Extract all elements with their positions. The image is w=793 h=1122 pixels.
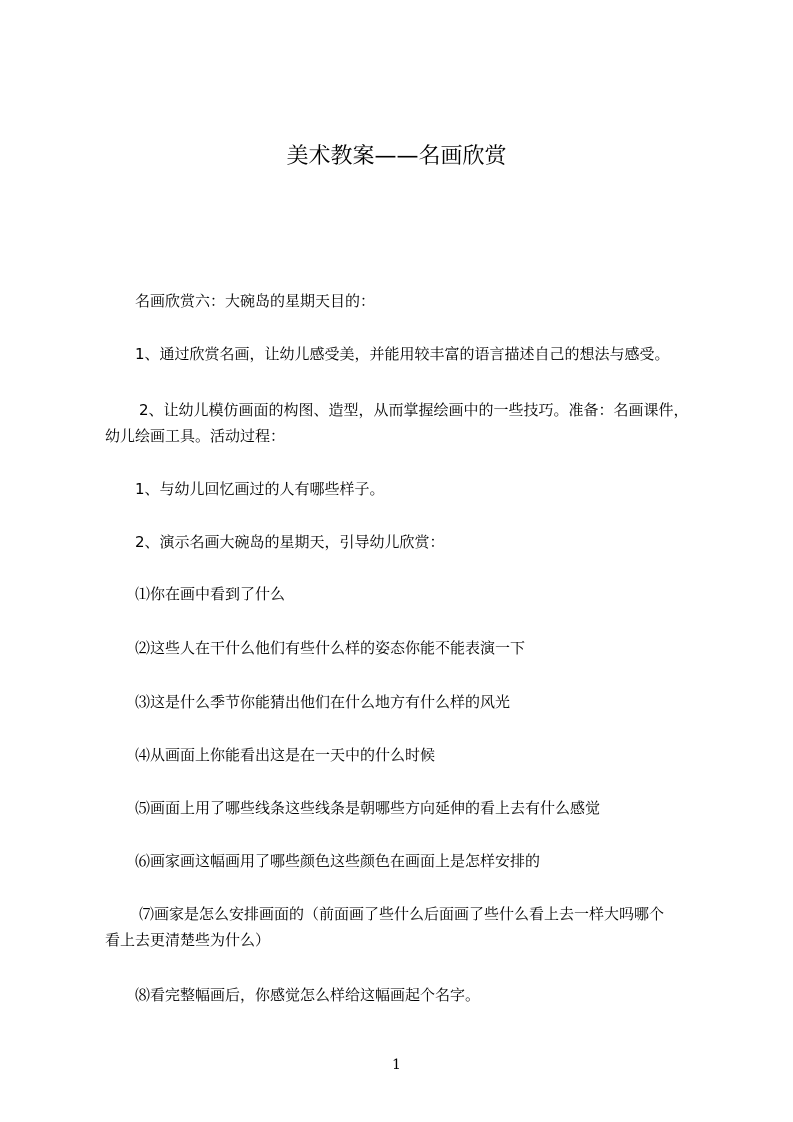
question-5 (105, 795, 725, 821)
question-text: ⑶这是什么季节你能猜出他们在什么地方有什么样的风光 (135, 693, 511, 711)
question-4 (105, 742, 725, 768)
question-text-line-1: ⑺画家是怎么安排画面的（前面画了些什么后面画了些什么看上去一样大吗哪个 (139, 905, 665, 923)
paragraph-text: 2、演示名画大碗岛的星期天，引导幼儿欣赏： (135, 533, 445, 551)
question-3 (105, 689, 725, 715)
question-text: ⑴你在画中看到了什么 (135, 585, 286, 603)
question-6 (105, 848, 725, 874)
paragraph-intro (105, 288, 725, 314)
paragraph-goal-1 (105, 341, 725, 367)
paragraph-text-line-2: 幼儿绘画工具。活动过程： (105, 427, 286, 445)
question-1 (105, 581, 725, 607)
paragraph-text: 1、与幼儿回忆画过的人有哪些样子。 (135, 480, 385, 498)
question-text: ⑵这些人在干什么他们有些什么样的姿态你能不能表演一下 (135, 639, 526, 657)
question-8 (105, 982, 725, 1008)
paragraph-text: 1、通过欣赏名画，让幼儿感受美，并能用较丰富的语言描述自己的想法与感受。 (135, 345, 670, 363)
question-text-line-2: 看上去更清楚些为什么） (105, 931, 271, 949)
question-text: ⑻看完整幅画后，你感觉怎么样给这幅画起个名字。 (135, 986, 481, 1004)
question-text: ⑷从画面上你能看出这是在一天中的什么时候 (135, 746, 436, 764)
paragraph-step-1 (105, 476, 725, 502)
page-number: 1 (392, 1057, 401, 1073)
question-2 (105, 635, 725, 661)
question-text: ⑸画面上用了哪些线条这些线条是朝哪些方向延伸的看上去有什么感觉 (135, 799, 601, 817)
question-7 (105, 901, 725, 953)
paragraph-step-2 (105, 529, 725, 555)
paragraph-goal-2 (105, 397, 725, 449)
document-title: 美术教案——名画欣赏 (286, 144, 507, 169)
paragraph-text: 名画欣赏六：大碗岛的星期天目的： (135, 292, 376, 310)
question-text: ⑹画家画这幅画用了哪些颜色这些颜色在画面上是怎样安排的 (135, 852, 541, 870)
paragraph-text-line-1: 2、让幼儿模仿画面的构图、造型，从而掌握绘画中的一些技巧。准备：名画课件， (139, 401, 689, 419)
